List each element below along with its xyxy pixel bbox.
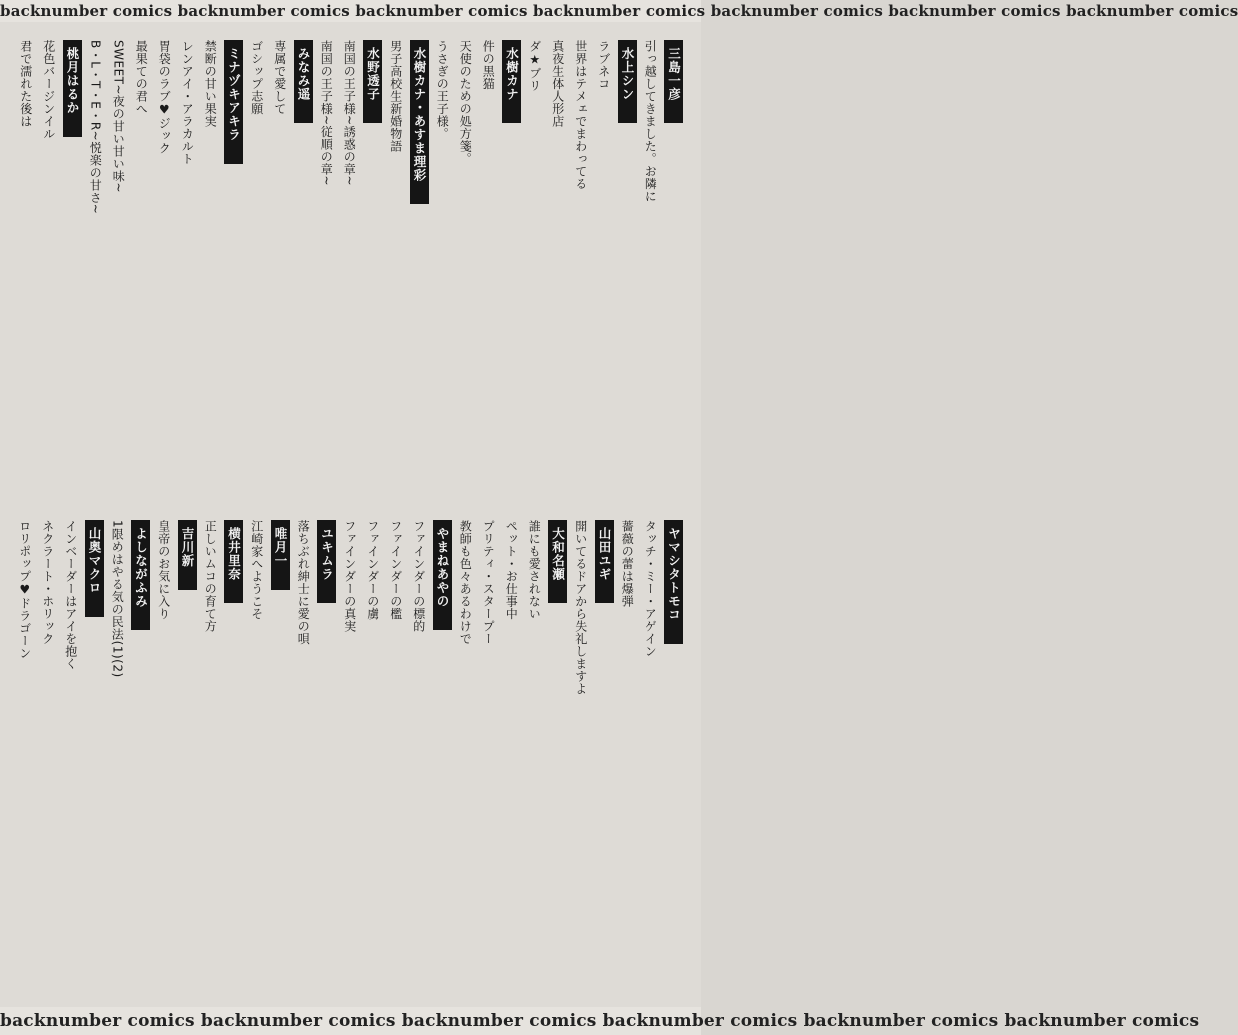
title-column [639, 40, 662, 510]
book-title: 教師も色々あるわけで [458, 520, 473, 645]
book-title: 誰にも愛されない [527, 520, 542, 620]
title-column [338, 40, 361, 510]
book-title: 皇帝のお気に入り [156, 520, 171, 620]
author-name: みなみ遥 [294, 40, 313, 123]
author-column [222, 520, 245, 995]
title-column [524, 40, 547, 510]
book-title: 禁断の甘い果実 [203, 40, 218, 128]
author-name: 大和名瀬 [548, 520, 567, 603]
title-column [454, 40, 477, 510]
book-title: 専属で愛して [272, 40, 287, 115]
book-title: ペット・お仕事中 [504, 520, 519, 620]
author-column [662, 520, 685, 995]
author-column [83, 520, 106, 995]
title-column [523, 520, 546, 995]
author-name: よしながふみ [131, 520, 150, 630]
book-title: 君で濡れた後は [18, 40, 33, 128]
author-name: 横井里奈 [224, 520, 243, 603]
book-title: ロリポップ♥ドラゴーン [17, 520, 32, 660]
book-title: 正しいムコの育て方 [203, 520, 218, 633]
book-title: 引っ越してきました。お隣に [643, 40, 658, 203]
author-column [61, 40, 84, 510]
book-title: 南国の王子様~誘惑の章~ [342, 40, 357, 187]
title-column [570, 40, 593, 510]
title-column [84, 40, 107, 510]
title-column [639, 520, 662, 995]
author-name: 唯月一 [271, 520, 290, 590]
title-column [500, 520, 523, 995]
author-column [593, 520, 616, 995]
book-title: プリティ・スタープー [481, 520, 496, 645]
author-name: 山奥マクロ [85, 520, 104, 617]
author-name: ユキムラ [317, 520, 336, 603]
title-column [385, 40, 408, 510]
book-title: 世界はテメェでまわってる [573, 40, 588, 190]
author-name: 吉川新 [178, 520, 197, 590]
author-column [129, 520, 152, 995]
title-column [246, 40, 269, 510]
book-title: ゴシップ志願 [249, 40, 264, 115]
book-title: ラブネコ [596, 40, 611, 90]
book-title: 南国の王子様~従順の章~ [319, 40, 334, 187]
title-column [15, 40, 38, 510]
book-title: ファインダーの虜 [365, 520, 380, 620]
title-column [14, 520, 37, 995]
header-band: backnumber comics backnumber comics backnumber comics backnumber comics backnumber comics backnumber comics backnumber comics [0, 2, 1238, 20]
book-title: ネクラート・ホリック [40, 520, 55, 645]
author-column [292, 40, 315, 510]
author-name: 桃月はるか [63, 40, 82, 137]
title-column [339, 520, 362, 995]
book-title: 花色バージンイル [41, 40, 56, 140]
title-column [616, 520, 639, 995]
author-name: 水上シン [618, 40, 637, 123]
book-title: 最果ての君へ [134, 40, 149, 115]
book-title: SWEET~夜の甘い甘い味~ [111, 40, 126, 194]
book-title: 真夜生体人形店 [550, 40, 565, 128]
author-name: やまねあやの [433, 520, 452, 630]
author-name: 水樹カナ [502, 40, 521, 123]
author-column [431, 520, 454, 995]
title-column [107, 40, 130, 510]
row-2 [0, 520, 701, 995]
book-title: 落ちぶれ紳士に愛の唄 [296, 520, 311, 645]
author-name: 山田ユギ [595, 520, 614, 603]
title-column [547, 40, 570, 510]
title-column [176, 40, 199, 510]
book-title: 天使のための処方箋。 [458, 40, 473, 165]
footer-band: backnumber comics backnumber comics backnumber comics backnumber comics backnumber comics backnumber comics [0, 1007, 701, 1035]
author-column [408, 40, 431, 510]
title-column [477, 40, 500, 510]
row-1 [0, 40, 701, 510]
author-column [500, 40, 523, 510]
book-title: インベーダーはアイを抱く [63, 520, 78, 670]
author-name: ミナヅキアキラ [224, 40, 243, 164]
title-column [408, 520, 431, 995]
book-title: 開いてるドアから失礼しますよ [573, 520, 588, 695]
title-column [106, 520, 129, 995]
author-name: 三島一彦 [664, 40, 683, 123]
author-name: 水野透子 [363, 40, 382, 123]
author-column [616, 40, 639, 510]
author-name: 水樹カナ・あすま理彩 [410, 40, 429, 204]
author-column [315, 520, 338, 995]
title-column [292, 520, 315, 995]
author-name: ヤマシタトモコ [664, 520, 683, 644]
title-column [38, 40, 61, 510]
author-column [662, 40, 685, 510]
book-title: 1限めはやる気の民法(1)(2) [110, 520, 125, 678]
author-column [546, 520, 569, 995]
title-column [153, 40, 176, 510]
title-column [269, 40, 292, 510]
title-column [477, 520, 500, 995]
author-column [222, 40, 245, 510]
book-title: 薔薇の蕾は爆弾 [620, 520, 635, 608]
title-column [60, 520, 83, 995]
author-column [269, 520, 292, 995]
book-title: B・L・T・E・R~悦楽の甘さ~ [88, 40, 103, 215]
book-title: うさぎの王子様。 [435, 40, 450, 140]
title-column [246, 520, 269, 995]
author-column [361, 40, 384, 510]
title-column [153, 520, 176, 995]
author-column [176, 520, 199, 995]
book-title: ファインダーの檻 [388, 520, 403, 620]
title-column [454, 520, 477, 995]
book-title: 江崎家へようこそ [249, 520, 264, 620]
title-column [199, 520, 222, 995]
title-column [385, 520, 408, 995]
book-title: 件の黒猫 [481, 40, 496, 90]
book-title: 胃袋のラブ♥ジック [157, 40, 172, 155]
title-column [362, 520, 385, 995]
book-title: ファインダーの真実 [342, 520, 357, 633]
book-title: ダ★ブリ [527, 40, 542, 92]
title-column [593, 40, 616, 510]
title-column [130, 40, 153, 510]
title-column [37, 520, 60, 995]
book-title: 男子高校生新婚物語 [388, 40, 403, 153]
book-title: レンアイ・アラカルト [180, 40, 195, 165]
book-title: タッチ・ミー・アゲイン [643, 520, 658, 658]
title-column [431, 40, 454, 510]
book-title: ファインダーの標的 [411, 520, 426, 633]
title-column [199, 40, 222, 510]
title-column [570, 520, 593, 995]
title-column [315, 40, 338, 510]
